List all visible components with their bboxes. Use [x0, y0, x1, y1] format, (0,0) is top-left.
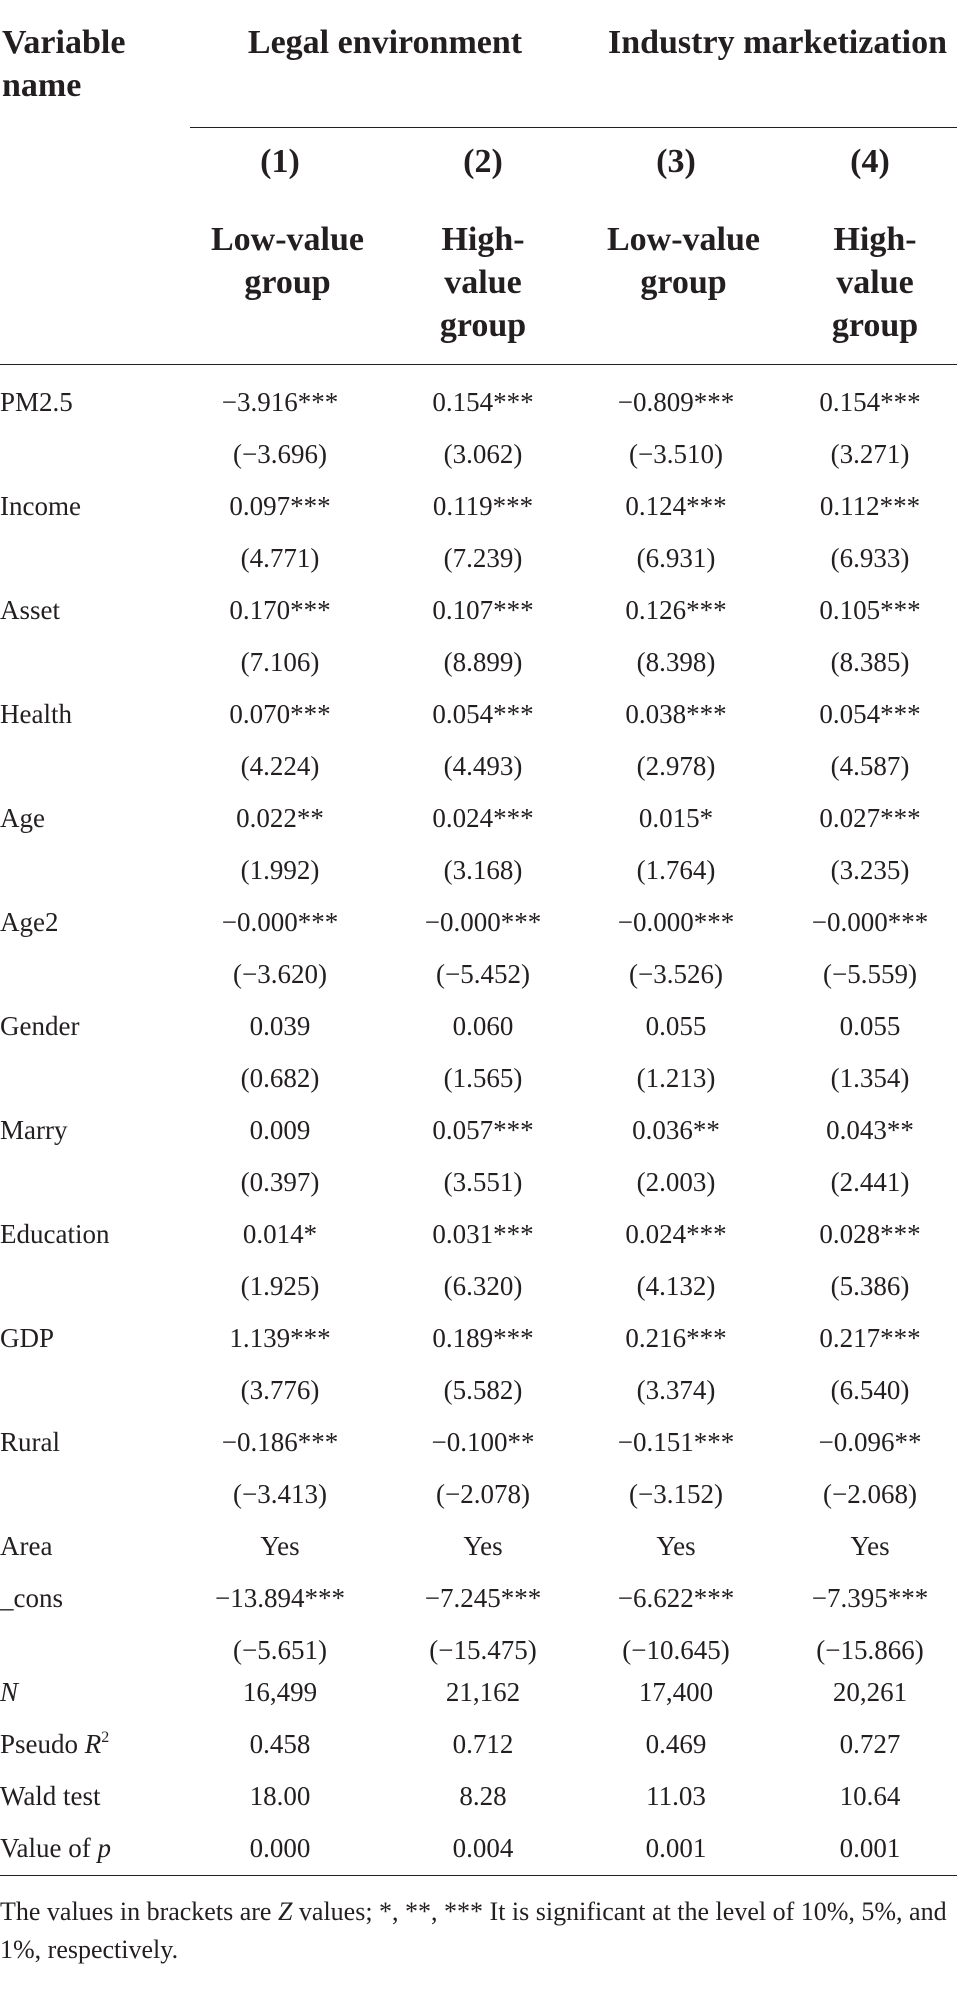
- row-label: Rural: [0, 1427, 60, 1457]
- table-cell: (7.239): [443, 543, 523, 573]
- table-cell: (3.168): [443, 855, 523, 885]
- table-cell: 0.217***: [819, 1323, 921, 1353]
- table-cell: 0.154***: [432, 387, 534, 417]
- table-row: [0, 1364, 957, 1416]
- table-row: [0, 948, 957, 1000]
- table-row: [0, 428, 957, 480]
- table-cell: (0.397): [240, 1167, 320, 1197]
- table-cell: 0.060: [452, 1011, 514, 1041]
- table-cell: (3.374): [636, 1375, 716, 1405]
- table-cell: (−3.620): [233, 959, 327, 989]
- row-label: Gender: [0, 1011, 80, 1041]
- row-label: Area: [0, 1531, 53, 1561]
- table-cell: Yes: [656, 1531, 696, 1561]
- table-row: [0, 1156, 957, 1208]
- row-label: Marry: [0, 1115, 68, 1145]
- table-row-p-value: [0, 1822, 957, 1874]
- table-cell: −0.809***: [617, 387, 735, 417]
- table-cell: −7.245***: [424, 1583, 542, 1613]
- table-row: [0, 376, 957, 428]
- table-cell: (1.764): [636, 855, 716, 885]
- table-cell: 0.119***: [432, 491, 534, 521]
- table-cell: 0.036**: [632, 1115, 720, 1145]
- table-cell: (8.385): [830, 647, 910, 677]
- table-row-pseudo-r2: [0, 1718, 957, 1770]
- table-row: [0, 1000, 957, 1052]
- table-cell: 0.057***: [432, 1115, 534, 1145]
- table-cell: 0.124***: [625, 491, 727, 521]
- table-cell: 0.727: [839, 1729, 901, 1759]
- table-cell: 0.004: [452, 1833, 514, 1863]
- table-cell: 0.105***: [819, 595, 921, 625]
- table-cell: 0.022**: [236, 803, 324, 833]
- row-label: Age2: [0, 907, 59, 937]
- table-cell: −3.916***: [221, 387, 339, 417]
- row-label: _cons: [0, 1583, 63, 1613]
- table-cell: (8.398): [636, 647, 716, 677]
- table-cell: (6.933): [830, 543, 910, 573]
- table-bottom-rule: [0, 1875, 957, 1876]
- table-cell: −0.000***: [617, 907, 735, 937]
- table-cell: 16,499: [242, 1677, 318, 1707]
- header-group-rule: [190, 127, 957, 128]
- table-cell: 0.055: [839, 1011, 901, 1041]
- table-cell: 0.216***: [625, 1323, 727, 1353]
- table-footnote: The values in brackets are Z values; *, **, *** It is significant at the level of 10%, 5%, and 1%, respectively.: [0, 1897, 947, 1964]
- header-group-industry-marketization: Industry marketization: [607, 24, 948, 61]
- row-label: Health: [0, 699, 72, 729]
- table-cell: 11.03: [646, 1781, 706, 1811]
- table-row: [0, 532, 957, 584]
- table-cell: (4.224): [240, 751, 320, 781]
- table-cell: (1.925): [240, 1271, 320, 1301]
- column-number-1: (1): [260, 143, 300, 180]
- column-number-3: (3): [656, 143, 696, 180]
- table-row: [0, 480, 957, 532]
- header-variable-name: Variable name: [2, 24, 126, 104]
- table-cell: (4.771): [240, 543, 320, 573]
- table-cell: 0.024***: [625, 1219, 727, 1249]
- table-cell: 0.001: [645, 1833, 707, 1863]
- table-cell: 0.097***: [229, 491, 331, 521]
- table-cell: (3.062): [443, 439, 523, 469]
- table-cell: (8.899): [443, 647, 523, 677]
- table-cell: (3.776): [240, 1375, 320, 1405]
- table-cell: 0.024***: [432, 803, 534, 833]
- table-row-n: [0, 1666, 957, 1718]
- table-cell: Yes: [850, 1531, 890, 1561]
- table-cell: 0.028***: [819, 1219, 921, 1249]
- table-cell: (−3.152): [629, 1479, 723, 1509]
- table-cell: −13.894***: [215, 1583, 345, 1613]
- row-label: PM2.5: [0, 387, 73, 417]
- table-cell: 0.070***: [229, 699, 331, 729]
- table-cell: 0.170***: [229, 595, 331, 625]
- header-group-legal-environment: Legal environment: [247, 24, 523, 61]
- row-label: Asset: [0, 595, 60, 625]
- table-cell: −6.622***: [617, 1583, 735, 1613]
- table-cell: −0.151***: [617, 1427, 735, 1457]
- table-cell: 0.014*: [242, 1219, 318, 1249]
- table-cell: (7.106): [240, 647, 320, 677]
- table-cell: (−15.866): [816, 1635, 924, 1665]
- table-cell: Yes: [463, 1531, 503, 1561]
- table-cell: 17,400: [638, 1677, 714, 1707]
- table-row: [0, 792, 957, 844]
- table-cell: 0.009: [249, 1115, 311, 1145]
- table-cell: 0.154***: [819, 387, 921, 417]
- table-cell: (−3.696): [233, 439, 327, 469]
- table-cell: (5.582): [443, 1375, 523, 1405]
- table-cell: (1.354): [830, 1063, 910, 1093]
- table-cell: (5.386): [830, 1271, 910, 1301]
- table-cell: (−3.510): [629, 439, 723, 469]
- table-cell: −0.096**: [818, 1427, 922, 1457]
- table-cell: 0.054***: [819, 699, 921, 729]
- table-row: [0, 1520, 957, 1572]
- table-row: [0, 740, 957, 792]
- table-cell: 18.00: [249, 1781, 311, 1811]
- row-label: Wald test: [0, 1781, 101, 1811]
- table-cell: 8.28: [459, 1781, 507, 1811]
- table-cell: −7.395***: [811, 1583, 929, 1613]
- table-cell: 0.027***: [819, 803, 921, 833]
- table-cell: (−15.475): [429, 1635, 537, 1665]
- table-cell: 0.043**: [826, 1115, 914, 1145]
- table-row: [0, 1104, 957, 1156]
- table-cell: (3.551): [443, 1167, 523, 1197]
- column-number-2: (2): [463, 143, 503, 180]
- header-bottom-rule: [0, 364, 957, 365]
- table-row: [0, 844, 957, 896]
- table-cell: (2.441): [830, 1167, 910, 1197]
- table-row: [0, 688, 957, 740]
- table-cell: (2.978): [636, 751, 716, 781]
- table-cell: 21,162: [445, 1677, 521, 1707]
- row-label: Pseudo $R^2$: [0, 1729, 110, 1759]
- column-group-1: Low-value group: [211, 221, 364, 301]
- table-row: [0, 584, 957, 636]
- table-cell: (4.132): [636, 1271, 716, 1301]
- table-cell: 0.469: [645, 1729, 707, 1759]
- table-cell: (3.271): [830, 439, 910, 469]
- table-cell: (1.992): [240, 855, 320, 885]
- table-row: [0, 1468, 957, 1520]
- table-cell: (−5.651): [233, 1635, 327, 1665]
- row-label: Value of p: [0, 1833, 111, 1863]
- table-cell: 0.189***: [432, 1323, 534, 1353]
- table-cell: (0.682): [240, 1063, 320, 1093]
- table-cell: (−5.452): [436, 959, 530, 989]
- table-row: [0, 1052, 957, 1104]
- table-cell: (−2.078): [436, 1479, 530, 1509]
- table-cell: 0.038***: [625, 699, 727, 729]
- table-cell: (2.003): [636, 1167, 716, 1197]
- table-cell: 0.055: [645, 1011, 707, 1041]
- table-cell: (6.931): [636, 543, 716, 573]
- table-cell: 10.64: [839, 1781, 901, 1811]
- table-cell: 1.139***: [229, 1323, 331, 1353]
- table-cell: −0.100**: [431, 1427, 535, 1457]
- table-cell: (6.320): [443, 1271, 523, 1301]
- table-cell: (−5.559): [823, 959, 917, 989]
- table-cell: (−3.526): [629, 959, 723, 989]
- table-cell: −0.000***: [424, 907, 542, 937]
- table-cell: 0.001: [839, 1833, 901, 1863]
- table-cell: 0.031***: [432, 1219, 534, 1249]
- row-label: GDP: [0, 1323, 55, 1353]
- table-cell: (1.565): [443, 1063, 523, 1093]
- table-cell: (4.587): [830, 751, 910, 781]
- table-row-wald-test: [0, 1770, 957, 1822]
- table-cell: 0.039: [249, 1011, 311, 1041]
- table-cell: 0.712: [452, 1729, 514, 1759]
- table-cell: (−2.068): [823, 1479, 917, 1509]
- table-cell: 0.126***: [625, 595, 727, 625]
- row-label: Education: [0, 1219, 110, 1249]
- table-row: [0, 636, 957, 688]
- table-row: [0, 1208, 957, 1260]
- row-label: Age: [0, 803, 45, 833]
- table-cell: −0.000***: [811, 907, 929, 937]
- column-group-2: High-value group: [439, 221, 527, 344]
- table-cell: −0.186***: [221, 1427, 339, 1457]
- table-cell: Yes: [260, 1531, 300, 1561]
- table-cell: (1.213): [636, 1063, 716, 1093]
- table-cell: (4.493): [443, 751, 523, 781]
- table-cell: 20,261: [832, 1677, 908, 1707]
- table-cell: 0.054***: [432, 699, 534, 729]
- table-cell: 0.112***: [819, 491, 921, 521]
- table-cell: (−10.645): [622, 1635, 730, 1665]
- column-group-3: Low-value group: [607, 221, 760, 301]
- table-row: [0, 1572, 957, 1624]
- table-cell: 0.000: [249, 1833, 311, 1863]
- table-cell: −0.000***: [221, 907, 339, 937]
- row-label: N: [0, 1677, 19, 1707]
- table-row: [0, 1416, 957, 1468]
- table-cell: (−3.413): [233, 1479, 327, 1509]
- table-cell: 0.107***: [432, 595, 534, 625]
- table-cell: 0.015*: [638, 803, 714, 833]
- table-row: [0, 1312, 957, 1364]
- column-number-4: (4): [850, 143, 890, 180]
- table-cell: 0.458: [249, 1729, 311, 1759]
- column-group-4: High-value group: [831, 221, 919, 344]
- table-row: [0, 1260, 957, 1312]
- table-cell: (6.540): [830, 1375, 910, 1405]
- table-row: [0, 896, 957, 948]
- table-cell: (3.235): [830, 855, 910, 885]
- row-label: Income: [0, 491, 81, 521]
